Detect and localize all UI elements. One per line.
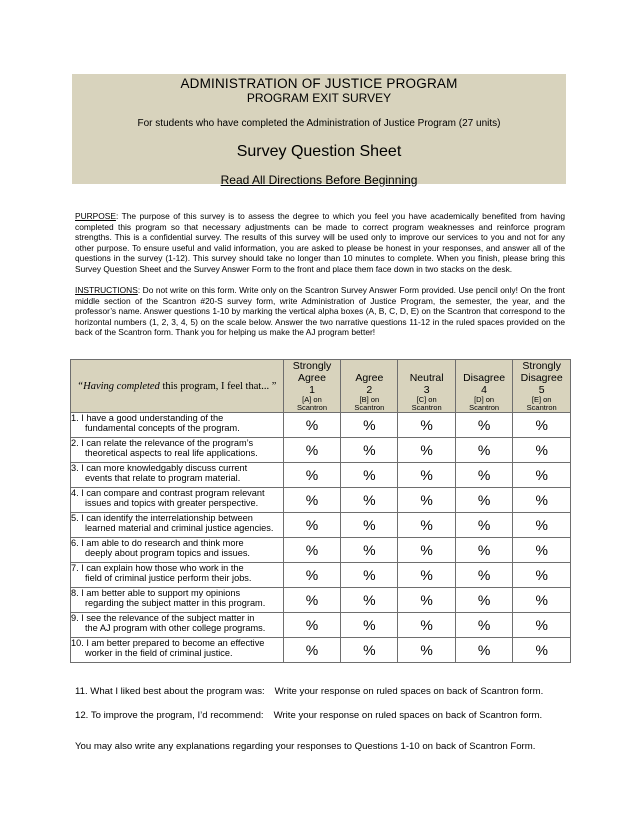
response-mark: % <box>283 588 340 613</box>
response-mark: % <box>341 438 398 463</box>
survey-subtitle: PROGRAM EXIT SURVEY <box>246 91 392 105</box>
response-mark: % <box>341 588 398 613</box>
question-line-1: 9. I see the relevance of the subject matter in <box>71 613 255 623</box>
question-line-1: 6. I am able to do research and think more <box>71 538 244 548</box>
table-row <box>71 413 571 438</box>
option-label-2: Agree <box>355 372 384 384</box>
option-scantron: [E] on <box>531 395 552 404</box>
footer-note: You may also write any explanations regarding your responses to Questions 1-10 on back of Scantron Form. <box>75 741 536 752</box>
response-mark: % <box>341 538 398 563</box>
option-scantron-2: Scantron <box>526 403 557 412</box>
table-row <box>71 513 571 538</box>
response-mark: % <box>513 538 571 563</box>
question-line-1: 2. I can relate the relevance of the program’s <box>71 438 254 448</box>
response-mark: % <box>283 438 340 463</box>
question-line-2: theoretical aspects to real life applications. <box>85 448 258 459</box>
response-mark: % <box>513 613 571 638</box>
question-text <box>71 438 284 463</box>
option-label-2: Agree <box>297 372 326 384</box>
table-row <box>71 438 571 463</box>
response-mark: % <box>341 488 398 513</box>
sheet-title: Survey Question Sheet <box>236 143 402 160</box>
prompt-italic: “Having completed <box>77 380 160 392</box>
question-line-1: 7. I can explain how those who work in the <box>71 563 244 573</box>
response-mark: % <box>455 538 513 563</box>
q11-response-note: Write your response on ruled spaces on back of Scantron form. <box>274 686 544 697</box>
option-number: 3 <box>423 384 430 396</box>
response-mark: % <box>398 613 455 638</box>
question-line-1: 5. I can identify the interrelationship between <box>71 513 253 523</box>
q12-response-note: Write your response on ruled spaces on back of Scantron form. <box>273 710 543 721</box>
question-line-1: 1. I have a good understanding of the <box>71 413 224 423</box>
question-line-2: regarding the subject matter in this program. <box>85 598 266 609</box>
response-mark: % <box>513 588 571 613</box>
response-mark: % <box>455 588 513 613</box>
header-box <box>72 74 566 187</box>
response-mark: % <box>513 638 571 663</box>
question-text <box>71 638 284 663</box>
question-line-2: field of criminal justice perform their jobs. <box>85 573 252 584</box>
option-scantron: [A] on <box>302 395 322 404</box>
response-mark: % <box>341 638 398 663</box>
eligibility-note: For students who have completed the Administration of Justice Program (27 units) <box>137 118 501 129</box>
purpose-paragraph <box>75 211 565 275</box>
response-mark: % <box>283 638 340 663</box>
response-mark: % <box>513 513 571 538</box>
question-line-1: 3. I can more knowledgably discuss current <box>71 463 248 473</box>
response-mark: % <box>341 613 398 638</box>
question-text <box>71 588 284 613</box>
option-label-2: Disagree <box>520 372 563 384</box>
response-mark: % <box>455 413 513 438</box>
response-mark: % <box>513 438 571 463</box>
response-mark: % <box>341 513 398 538</box>
response-mark: % <box>283 563 340 588</box>
table-prompt <box>71 360 284 413</box>
option-scantron-2: Scantron <box>469 403 500 412</box>
response-mark: % <box>341 563 398 588</box>
option-number: 1 <box>309 384 315 396</box>
table-row <box>71 613 571 638</box>
question-line-1: 4. I can compare and contrast program relevant <box>71 488 265 498</box>
question-text <box>71 463 284 488</box>
response-mark: % <box>455 563 513 588</box>
response-mark: % <box>398 588 455 613</box>
option-scantron-2: Scantron <box>296 403 327 412</box>
response-mark: % <box>283 538 340 563</box>
response-mark: % <box>341 413 398 438</box>
table-row <box>71 588 571 613</box>
option-label-1: Strongly <box>292 360 332 372</box>
q11-text: 11. What I liked best about the program was: <box>75 686 265 697</box>
question-line-2: deeply about program topics and issues. <box>85 548 250 559</box>
option-header <box>398 360 455 413</box>
question-line-2: the AJ program with other college programs. <box>85 623 266 634</box>
option-header <box>341 360 398 413</box>
response-mark: % <box>455 613 513 638</box>
response-mark: % <box>283 463 340 488</box>
purpose-label: PURPOSE <box>75 211 116 221</box>
table-row <box>71 638 571 663</box>
response-mark: % <box>398 563 455 588</box>
table-row <box>71 538 571 563</box>
response-mark: % <box>455 463 513 488</box>
option-scantron: [B] on <box>359 395 380 404</box>
option-header <box>283 360 340 413</box>
response-mark: % <box>455 513 513 538</box>
table-header-row <box>71 360 571 413</box>
option-scantron-2: Scantron <box>354 403 385 412</box>
response-mark: % <box>398 488 455 513</box>
response-mark: % <box>398 513 455 538</box>
question-line-2: learned material and criminal justice agencies. <box>85 523 274 534</box>
question-line-1: 10. I am better prepared to become an effective <box>71 638 265 648</box>
table-row <box>71 563 571 588</box>
question-line-2: worker in the field of criminal justice. <box>85 648 233 659</box>
response-mark: % <box>283 613 340 638</box>
response-mark: % <box>398 463 455 488</box>
response-mark: % <box>398 538 455 563</box>
question-text <box>71 413 284 438</box>
directions-heading: Read All Directions Before Beginning <box>220 173 418 187</box>
q12-text: 12. To improve the program, I’d recommend: <box>75 710 264 721</box>
response-mark: % <box>513 563 571 588</box>
response-mark: % <box>341 463 398 488</box>
question-text <box>71 563 284 588</box>
option-number: 4 <box>481 384 487 396</box>
question-line-2: events that relate to program material. <box>85 473 241 484</box>
response-mark: % <box>513 463 571 488</box>
option-header <box>513 360 571 413</box>
response-mark: % <box>398 638 455 663</box>
response-mark: % <box>513 488 571 513</box>
table-row <box>71 488 571 513</box>
narrative-question-12 <box>75 710 542 721</box>
response-mark: % <box>455 438 513 463</box>
option-label-1: Strongly <box>522 360 561 372</box>
option-scantron: [D] on <box>474 395 495 404</box>
question-text <box>71 613 284 638</box>
question-line-2: fundamental concepts of the program. <box>85 423 240 434</box>
option-scantron: [C] on <box>416 395 437 404</box>
option-scantron-2: Scantron <box>411 403 442 412</box>
response-mark: % <box>513 413 571 438</box>
response-mark: % <box>398 438 455 463</box>
survey-table <box>70 359 571 663</box>
question-text <box>71 538 284 563</box>
question-line-1: 8. I am better able to support my opinions <box>71 588 241 598</box>
response-mark: % <box>283 413 340 438</box>
purpose-text: : The purpose of this survey is to assess the degree to which you feel you have academically benefited from having completed this program so that necessary adjustments can be made to correct program weaknesses and reinforce program strengths. This is a confidential survey. The results of this survey will be used only to improve our services to you and not for any other purpose. To ensure useful and valid information, you are asked to please be honest in your responses, and answer all of the questions in the survey (1-12). This survey should take no longer than 10 minutes to complete. When you finish, please bring this Survey Question Sheet and the Survey Answer Form to the front and place them face down in two stacks on the desk. <box>75 211 565 274</box>
option-label-2: Neutral <box>409 372 444 384</box>
option-label-2: Disagree <box>463 372 506 384</box>
option-number: 5 <box>538 384 545 396</box>
response-mark: % <box>455 638 513 663</box>
response-mark: % <box>283 488 340 513</box>
instructions-label: INSTRUCTIONS <box>75 285 138 295</box>
question-line-2: issues and topics with greater perspective. <box>85 498 259 509</box>
question-text <box>71 488 284 513</box>
program-title: ADMINISTRATION OF JUSTICE PROGRAM <box>180 76 458 91</box>
response-mark: % <box>455 488 513 513</box>
response-mark: % <box>283 513 340 538</box>
table-row <box>71 463 571 488</box>
instructions-paragraph <box>75 285 565 338</box>
prompt-rest: this program, I feel that... ” <box>159 380 277 392</box>
instructions-text: : Do not write on this form. Write only on the Scantron Survey Answer Form provided. Use pencil only! On the front middle section of the Scantron #20-S survey form, write Administration of Justice Program, the semester, the year, and the professor’s name. Answer questions 1-10 by marking the vertical alpha boxes (A, B, C, D, E) on the Scantron that correspond to the horizontal numbers (1, 2, 3, 4, 5) on the scale below. Answer the two narrative questions 11-12 in the ruled spaces provided on the back of the Scantron form. Thank you for helping us make the AJ program better! <box>75 285 565 338</box>
question-text <box>71 513 284 538</box>
option-header <box>455 360 513 413</box>
narrative-question-11 <box>75 686 543 697</box>
option-number: 2 <box>366 384 373 396</box>
response-mark: % <box>398 413 455 438</box>
